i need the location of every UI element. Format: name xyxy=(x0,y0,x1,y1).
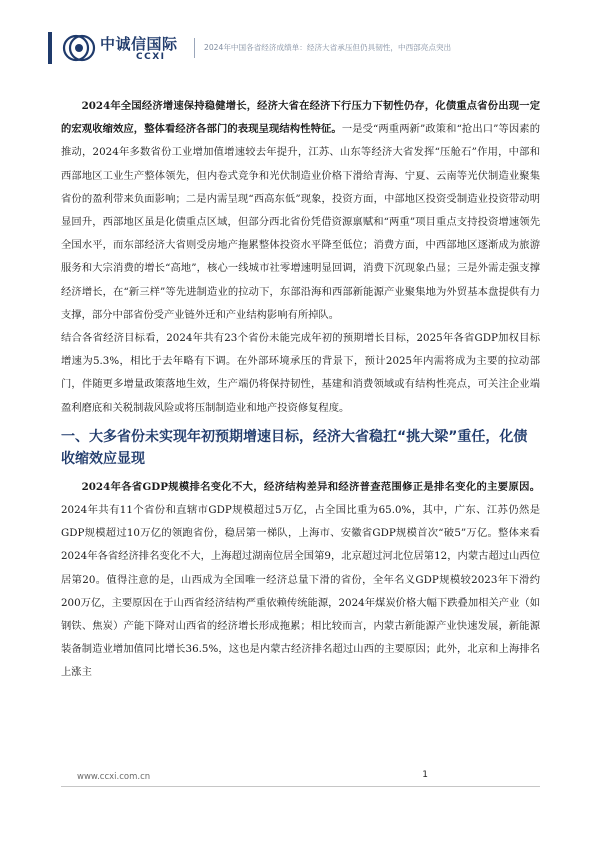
page-number: 1 xyxy=(422,770,428,780)
section-paragraph xyxy=(61,476,540,685)
header-accent-bar xyxy=(48,32,52,64)
header-divider xyxy=(194,38,195,58)
section-body-text: 2024年共有11个省份和直辖市GDP规模超过5万亿，占全国比重为65.0%，其中，广东、江苏仍然是GDP规模超过10万亿的领跑省份，稳居第一梯队，上海市、安徽省GDP规模首次“破5”万亿。整体来看2024年各省经济排名变化不大，上海超过湖南位居全国第9，北京超过河北位居第12，内蒙古超过山西位居第20。值得注意的是，山西成为全国唯一经济总量下滑的省份，全年名义GDP规模较2023年下滑约200万亿，主要原因在于山西省经济结构严重依赖传统能源，2024年煤炭价格大幅下跌叠加相关产业（如钢铁、焦炭）产能下降对山西省的经济增长形成拖累；相比较而言，内蒙古新能源产业快速发展，新能源装备制造业增加值同比增长36.5%，这也是内蒙古经济排名超过山西的主要原因；此外，北京和上海排名上涨主 xyxy=(61,504,540,679)
page-footer xyxy=(61,772,540,792)
report-title: 2024年中国各省经济成绩单：经济大省承压但仍具韧性，中西部亮点突出 xyxy=(204,43,452,52)
logo-chinese-name: 中诚信国际 xyxy=(100,35,178,53)
report-body xyxy=(61,95,540,685)
intro-paragraph xyxy=(61,95,540,327)
footer-website-link[interactable]: www.ccxi.com.cn xyxy=(77,772,151,782)
intro-body-text: 一是受“两重两新”政策和“抢出口”等因素的推动，2024年多数省份工业增加值增速较去年提升，江苏、山东等经济大省发挥“压舱石”作用，中部和西部地区工业生产整体领先，但内卷式竞争和光伏制造业价格下滑给青海、宁夏、云南等光伏制造业聚集省份的盈利带来负面影响；二是内需呈现“西高东低”现象，投资方面，中部地区投资受制造业投资带动明显回升，西部地区虽是化债重点区域，但部分西北省份凭借资源禀赋和“两重”项目重点支持投资增速领先全国水平，而东部经济大省则受房地产拖累整体投资水平降至低位；消费方面，中西部地区逐渐成为旅游服务和大宗消费的增长“高地”，核心一线城市社零增速明显回调，消费下沉现象凸显；三是外需走强支撑经济增长，在“新三样”等先进制造业的拉动下，东部沿海和西部新能源产业聚集地为外贸基本盘提供有力支撑，部分中部省份受产业链外迁和产业结构影响有所掉队。 xyxy=(61,123,541,321)
logo-english-name: CCXI xyxy=(136,52,166,62)
target-paragraph: 结合各省经济目标看，2024年共有23个省份未能完成年初的预期增长目标，2025年各省GDP加权目标增速为5.3%，相比于去年略有下调。在外部环境承压的背景下，预计2025年内需将成为主要的拉动部门，伴随更多增量政策落地生效，生产端仍将保持韧性，基建和消费领域或有结构性亮点，可关注企业端盈利磨底和关税制裁风险或将压制制造业和地产投资修复程度。 xyxy=(61,332,540,414)
section-lead-sentence: 2024年各省GDP规模排名变化不大，经济结构差异和经济普查范围修正是排名变化的主要原因。 xyxy=(81,480,540,493)
page-header xyxy=(48,30,547,68)
footer-divider xyxy=(61,786,540,787)
intro-lead-sentence: 2024年全国经济增速保持稳健增长，经济大省在经济下行压力下韧性仍存，化债重点省份出现一定的宏观收缩效应，整体看经济各部门的表现呈现结构性特征。 xyxy=(61,100,540,136)
ccxi-logo-icon xyxy=(62,32,96,64)
section-heading: 一、大多省份未实现年初预期增速目标，经济大省稳扛“挑大梁”重任，化债收缩效应显现 xyxy=(61,428,528,467)
